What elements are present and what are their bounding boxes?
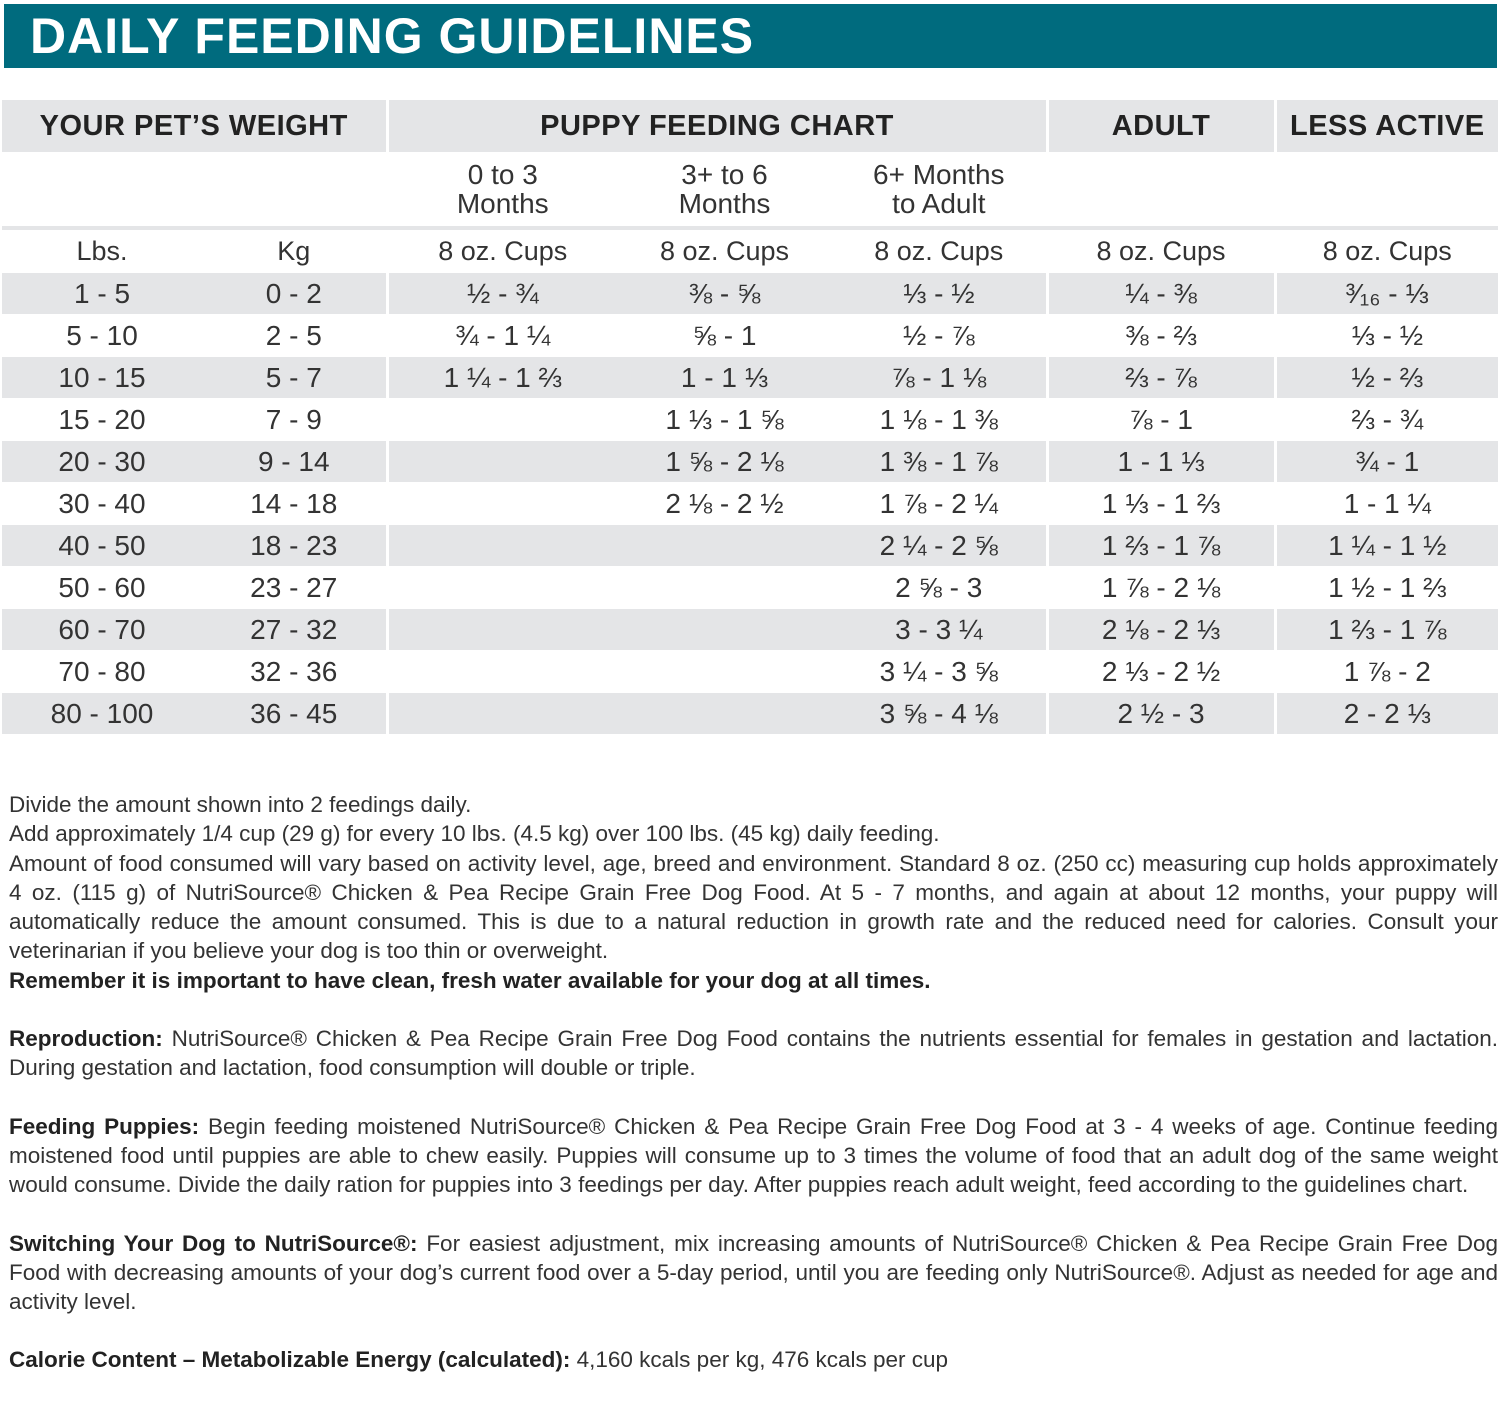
- puppy-0-3-cell: [387, 399, 617, 441]
- weight-lbs-cell: 60 - 70: [2, 609, 202, 651]
- less-active-group-header: LESS ACTIVE: [1275, 100, 1498, 152]
- puppy-3-6-cell: 1 - 1 ⅓: [617, 357, 832, 399]
- table-row: [2, 441, 1498, 483]
- table-row: [2, 483, 1498, 525]
- puppy-3-6-cell: [617, 651, 832, 693]
- weight-kg-cell: 9 - 14: [202, 441, 387, 483]
- adult-cell: 1 ⅓ - 1 ⅔: [1047, 483, 1275, 525]
- adult-cell: ⅜ - ⅔: [1047, 315, 1275, 357]
- group-header-row: [2, 100, 1498, 152]
- puppies-text: Begin feeding moistened NutriSource® Chicken & Pea Recipe Grain Free Dog Food at 3 - 4 weeks of age. Continue feeding moistened food until puppies are able to chew easily. Puppies will consume up to 3 times the volume of food that an adult dog of the same weight would consume. Divide the daily ration for puppies into 3 feedings per day. After puppies reach adult weight, feed according to the guidelines chart.: [9, 1113, 1498, 1198]
- reproduction-label: Reproduction:: [9, 1026, 163, 1052]
- weight-kg-cell: 27 - 32: [202, 609, 387, 651]
- puppies-label: Feeding Puppies:: [9, 1113, 200, 1139]
- adult-cell: 2 ⅓ - 2 ½: [1047, 651, 1275, 693]
- weight-lbs-cell: 5 - 10: [2, 315, 202, 357]
- puppy-6-adult-cell: 3 ⅝ - 4 ⅛: [832, 693, 1047, 735]
- adult-cell: 1 ⅞ - 2 ⅛: [1047, 567, 1275, 609]
- less-active-cell: ¾ - 1: [1275, 441, 1498, 483]
- puppy-3-6-cell: [617, 567, 832, 609]
- puppy-3-6-cell: [617, 609, 832, 651]
- switching-label: Switching Your Dog to NutriSource®:: [9, 1230, 418, 1256]
- adult-cell: 1 - 1 ⅓: [1047, 441, 1275, 483]
- less-active-cell: 1 ⅞ - 2: [1275, 651, 1498, 693]
- note-switching: [9, 1229, 1498, 1317]
- unit-header-cups: 8 oz. Cups: [1047, 228, 1275, 273]
- puppy-6-adult-cell: 2 ¼ - 2 ⅝: [832, 525, 1047, 567]
- unit-header-cups: 8 oz. Cups: [659, 235, 790, 266]
- adult-group-header: ADULT: [1047, 100, 1275, 152]
- table-row: [2, 525, 1498, 567]
- unit-header-row: [2, 228, 1498, 273]
- puppy-group-header: PUPPY FEEDING CHART: [387, 100, 1047, 152]
- unit-header-cups: 8 oz. Cups: [874, 235, 1004, 266]
- table-row: [2, 273, 1498, 315]
- note-divide: Divide the amount shown into 2 feedings daily.: [9, 792, 472, 817]
- weight-group-header: YOUR PET’S WEIGHT: [2, 100, 387, 152]
- less-active-cell: 2 - 2 ⅓: [1275, 693, 1498, 735]
- puppy-0-3-cell: 1 ¼ - 1 ⅔: [387, 357, 617, 399]
- weight-kg-cell: 23 - 27: [202, 567, 387, 609]
- note-reproduction: [9, 1024, 1498, 1083]
- less-active-cell: 1 ½ - 1 ⅔: [1275, 567, 1498, 609]
- puppy-age-header: 3+ to 6 Months: [617, 152, 832, 228]
- weight-lbs-cell: 20 - 30: [2, 441, 202, 483]
- note-add: Add approximately 1/4 cup (29 g) for every 10 lbs. (4.5 kg) over 100 lbs. (45 kg) daily feeding.: [9, 821, 940, 847]
- puppy-age-header: 0 to 3 Months: [387, 152, 617, 228]
- adult-age-blank: [1047, 152, 1275, 228]
- note-water: Remember it is important to have clean, fresh water available for your dog at all times.: [9, 967, 931, 993]
- puppy-3-6-cell: [617, 525, 832, 567]
- table-row: [2, 357, 1498, 399]
- adult-cell: 2 ⅛ - 2 ⅓: [1047, 609, 1275, 651]
- weight-kg-cell: 2 - 5: [202, 315, 387, 357]
- adult-cell: 2 ½ - 3: [1047, 693, 1275, 735]
- unit-header-cups: 8 oz. Cups: [387, 228, 617, 273]
- weight-age-blank: [2, 152, 387, 228]
- puppy-6-adult-cell: 3 ¼ - 3 ⅝: [832, 651, 1047, 693]
- unit-header-lbs: Lbs.: [76, 235, 128, 266]
- table-row: [2, 609, 1498, 651]
- puppy-3-6-cell: 2 ⅛ - 2 ½: [617, 483, 832, 525]
- weight-kg-cell: 36 - 45: [202, 693, 387, 735]
- puppy-0-3-cell: ¾ - 1 ¼: [387, 315, 617, 357]
- adult-cell: ¼ - ⅜: [1047, 273, 1275, 315]
- puppy-6-adult-cell: 1 ⅛ - 1 ⅜: [832, 399, 1047, 441]
- calorie-label: Calorie Content – Metabolizable Energy (calculated):: [9, 1347, 571, 1373]
- note-amount: Amount of food consumed will vary based on activity level, age, breed and environment. Standard 8 oz. (250 cc) measuring cup holds approximately 4 oz. (115 g) of NutriSource® Chicken & Pea Recipe Grain Free Dog Food. At 5 - 7 months, and again at about 12 months, your puppy will automatically reduce the amount consumed. This is due to a natural reduction in growth rate and the reduced need for calories. Consult your veterinarian if you believe your dog is too thin or overweight.: [9, 850, 1498, 964]
- weight-kg-cell: 7 - 9: [202, 399, 387, 441]
- puppy-6-adult-cell: ½ - ⅞: [832, 315, 1047, 357]
- puppy-3-6-cell: 1 ⅓ - 1 ⅝: [617, 399, 832, 441]
- puppy-3-6-cell: [617, 693, 832, 735]
- weight-kg-cell: 0 - 2: [202, 273, 387, 315]
- weight-kg-cell: 14 - 18: [202, 483, 387, 525]
- weight-kg-cell: 32 - 36: [202, 651, 387, 693]
- puppy-3-6-cell: ⅝ - 1: [617, 315, 832, 357]
- calorie-text: 4,160 kcals per kg, 476 kcals per cup: [570, 1347, 949, 1373]
- less-active-age-blank: [1275, 152, 1498, 228]
- puppy-0-3-cell: ½ - ¾: [387, 273, 617, 315]
- age-header-row: [2, 152, 1498, 228]
- puppy-6-adult-cell: 3 - 3 ¼: [832, 609, 1047, 651]
- puppy-0-3-cell: [387, 651, 617, 693]
- less-active-cell: 1 ¼ - 1 ½: [1275, 525, 1498, 567]
- puppy-age-header: 6+ Months to Adult: [832, 152, 1047, 228]
- weight-lbs-cell: 30 - 40: [2, 483, 202, 525]
- adult-cell: ⅞ - 1: [1047, 399, 1275, 441]
- table-row: [2, 693, 1498, 735]
- weight-lbs-cell: 10 - 15: [2, 357, 202, 399]
- puppy-6-adult-cell: 1 ⅞ - 2 ¼: [832, 483, 1047, 525]
- puppy-0-3-cell: [387, 483, 617, 525]
- weight-kg-cell: 18 - 23: [202, 525, 387, 567]
- puppy-0-3-cell: [387, 441, 617, 483]
- header-banner: [4, 4, 1497, 68]
- weight-lbs-cell: 1 - 5: [2, 273, 202, 315]
- weight-lbs-cell: 15 - 20: [2, 399, 202, 441]
- less-active-cell: ⅓ - ½: [1275, 315, 1498, 357]
- less-active-cell: ⅔ - ¾: [1275, 399, 1498, 441]
- puppy-0-3-cell: [387, 567, 617, 609]
- reproduction-text: NutriSource® Chicken & Pea Recipe Grain Free Dog Food contains the nutrients essential for females in gestation and lactation. During gestation and lactation, food consumption will double or triple.: [9, 1026, 1498, 1081]
- note-calorie: [9, 1345, 1498, 1374]
- adult-cell: ⅔ - ⅞: [1047, 357, 1275, 399]
- puppy-0-3-cell: [387, 693, 617, 735]
- table-row: [2, 651, 1498, 693]
- adult-cell: 1 ⅔ - 1 ⅞: [1047, 525, 1275, 567]
- puppy-0-3-cell: [387, 609, 617, 651]
- weight-lbs-cell: 80 - 100: [2, 693, 202, 735]
- note-feeding-puppies: [9, 1112, 1498, 1200]
- feeding-guidelines-table: [2, 100, 1498, 734]
- table-row: [2, 315, 1498, 357]
- puppy-3-6-cell: 1 ⅝ - 2 ⅛: [617, 441, 832, 483]
- table-row: [2, 399, 1498, 441]
- page-title: DAILY FEEDING GUIDELINES: [30, 8, 755, 64]
- unit-header-cups: 8 oz. Cups: [1275, 228, 1498, 273]
- switching-text: For easiest adjustment, mix increasing amounts of NutriSource® Chicken & Pea Recipe Grain Free Dog Food with decreasing amounts of your dog’s current food over a 5-day period, until you are feeding only NutriSource®. Adjust as needed for age and activity level.: [9, 1230, 1498, 1315]
- puppy-6-adult-cell: ⅞ - 1 ⅛: [832, 357, 1047, 399]
- puppy-3-6-cell: ⅜ - ⅝: [617, 273, 832, 315]
- unit-header-kg: Kg: [277, 235, 311, 266]
- feeding-notes: [9, 790, 1498, 1375]
- less-active-cell: 1 - 1 ¼: [1275, 483, 1498, 525]
- puppy-0-3-cell: [387, 525, 617, 567]
- weight-lbs-cell: 40 - 50: [2, 525, 202, 567]
- puppy-6-adult-cell: 2 ⅝ - 3: [832, 567, 1047, 609]
- weight-lbs-cell: 50 - 60: [2, 567, 202, 609]
- less-active-cell: ½ - ⅔: [1275, 357, 1498, 399]
- puppy-6-adult-cell: 1 ⅜ - 1 ⅞: [832, 441, 1047, 483]
- weight-kg-cell: 5 - 7: [202, 357, 387, 399]
- less-active-cell: 1 ⅔ - 1 ⅞: [1275, 609, 1498, 651]
- table-row: [2, 567, 1498, 609]
- less-active-cell: ³⁄₁₆ - ⅓: [1275, 273, 1498, 315]
- puppy-6-adult-cell: ⅓ - ½: [832, 273, 1047, 315]
- weight-lbs-cell: 70 - 80: [2, 651, 202, 693]
